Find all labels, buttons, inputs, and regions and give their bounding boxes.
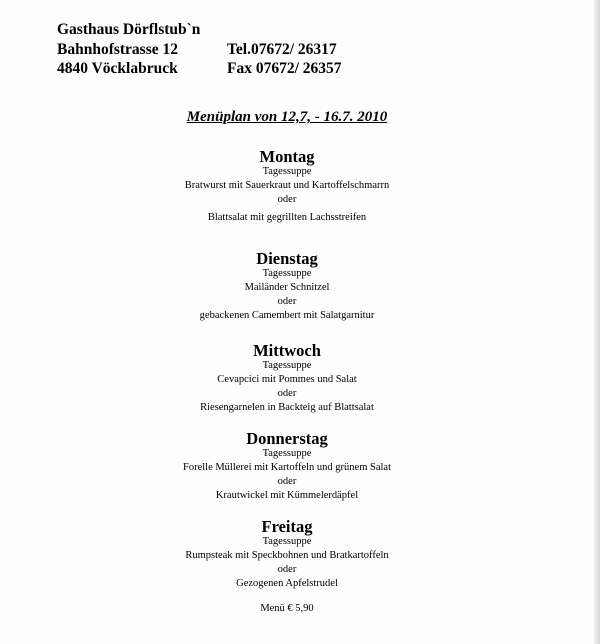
dish-main-2: Gezogenen Apfelstrudel: [236, 578, 338, 589]
dish-main-1: Mailänder Schnitzel: [244, 282, 330, 293]
restaurant-header: [57, 20, 342, 79]
dish-main-1: Bratwurst mit Sauerkraut und Kartoffelschmarrn: [184, 180, 390, 191]
day-name: Mittwoch: [253, 341, 321, 360]
scan-edge-shadow: [594, 0, 600, 644]
header-row-1: [57, 20, 200, 40]
dish-main-1: Forelle Müllerei mit Kartoffeln und grünem Salat: [182, 462, 391, 473]
day-thursday: [0, 430, 574, 503]
day-name: Montag: [259, 147, 315, 166]
restaurant-city: 4840 Vöcklabruck: [57, 60, 178, 77]
menu-title: Menüplan von 12,7, - 16.7. 2010: [186, 109, 388, 125]
dish-soup: Tagessuppe: [262, 166, 312, 177]
restaurant-street: Bahnhofstrasse 12: [57, 40, 179, 58]
day-monday: [0, 148, 574, 225]
dish-or: oder: [277, 194, 297, 205]
header-row-2: [57, 40, 337, 60]
dish-main-2: Krautwickel mit Kümmelerdäpfel: [215, 490, 359, 501]
dish-soup: Tagessuppe: [262, 536, 312, 547]
dish-or: oder: [277, 476, 297, 487]
dish-main-1: Rumpsteak mit Speckbohnen und Bratkartoffeln: [185, 550, 389, 561]
dish-or: oder: [277, 564, 297, 575]
restaurant-phone: Tel.07672/ 26317: [227, 40, 337, 58]
day-friday: [0, 518, 574, 591]
day-tuesday: [0, 250, 574, 323]
restaurant-name: Gasthaus Dörflstub`n: [57, 21, 201, 38]
dish-or: oder: [277, 296, 297, 307]
header-row-3: [57, 59, 342, 79]
dish-soup: Tagessuppe: [262, 448, 312, 459]
dish-main-2: Blattsalat mit gegrillten Lachsstreifen: [207, 212, 367, 223]
dish-soup: Tagessuppe: [262, 268, 312, 279]
day-wednesday: [0, 342, 574, 415]
menu-price: Menü € 5,90: [260, 603, 314, 614]
dish-main-2: gebackenen Camembert mit Salatgarnitur: [199, 310, 375, 321]
dish-main-2: Riesengarnelen in Backteig auf Blattsalat: [200, 402, 374, 413]
dish-main-1: Cevapcici mit Pommes und Salat: [217, 374, 357, 385]
day-name: Donnerstag: [246, 429, 328, 448]
restaurant-fax: Fax 07672/ 26357: [227, 60, 342, 77]
dish-soup: Tagessuppe: [262, 360, 312, 371]
dish-or: oder: [277, 388, 297, 399]
day-name: Dienstag: [256, 249, 318, 268]
day-name: Freitag: [261, 517, 313, 536]
